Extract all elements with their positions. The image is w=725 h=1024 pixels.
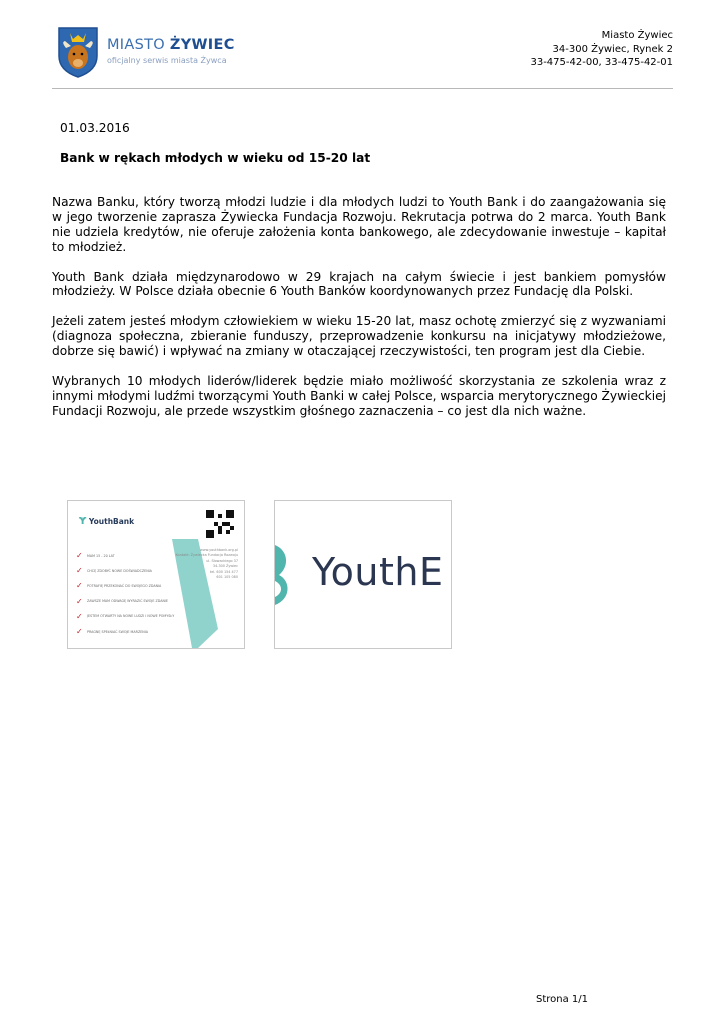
card-address bbox=[175, 548, 238, 580]
checklist-item-label: CHCĘ ZDOBYĆ NOWE DOŚWIADCZENIA bbox=[87, 568, 152, 573]
city-logo bbox=[57, 26, 235, 82]
checkmark-icon: ✓ bbox=[76, 611, 83, 621]
page-number: Strona 1/1 bbox=[535, 994, 588, 1005]
article-date: 01.03.2016 bbox=[60, 121, 130, 135]
checkmark-icon: ✓ bbox=[76, 581, 83, 591]
checklist-item-label: MAM 15 - 20 LAT bbox=[87, 553, 115, 558]
coat-of-arms-icon bbox=[57, 26, 99, 78]
logo-subtitle: oficjalny serwis miasta Żywca bbox=[107, 56, 227, 65]
logo-title-bold: ŻYWIEC bbox=[169, 37, 235, 53]
logo-title-light: MIASTO bbox=[107, 37, 170, 53]
article-paragraph: Jeżeli zatem jesteś młodym człowiekiem w wieku 15-20 lat, masz ochotę zmierzyć się z wyzwaniami (diagnoza społeczna, zbieranie funduszy, przeprowadzenie konkursu na inicjatywy młodzieżowe, dobrze się bawić) i wpływać na zmiany w otaczającej rzeczywistości, ten program jest dla Ciebie. bbox=[52, 314, 666, 359]
checklist-item bbox=[76, 578, 174, 593]
checklist-item bbox=[76, 609, 174, 624]
qr-code-icon bbox=[206, 510, 234, 538]
checkmark-icon: ✓ bbox=[76, 627, 83, 637]
contact-block bbox=[530, 29, 673, 70]
article-paragraph: Youth Bank działa międzynarodowo w 29 krajach na całym świecie i jest bankiem pomysłów młodzieży. W Polsce działa obecnie 6 Youth Banków koordynowanych przez Fundację dla Polski. bbox=[52, 269, 666, 299]
checklist-item-label: POTRAFIĘ PRZEKONAĆ DO SWOJEGO ZDANIA bbox=[87, 583, 162, 588]
checkmark-icon: ✓ bbox=[76, 551, 83, 561]
header-divider bbox=[52, 88, 673, 89]
contact-address: 34-300 Żywiec, Rynek 2 bbox=[552, 43, 673, 55]
card-address-line: Kontakt: Żywiecka Fundacja Rozwoju bbox=[175, 553, 238, 558]
card-address-line: ul. Słowackiego 37 bbox=[206, 558, 238, 563]
checklist-item bbox=[76, 624, 174, 639]
checklist-item bbox=[76, 563, 174, 578]
card-checklist bbox=[76, 548, 174, 639]
checklist-item bbox=[76, 594, 174, 609]
youthbank-logo-image[interactable] bbox=[274, 500, 452, 649]
card-address-line: tel. 600 154 477 bbox=[209, 569, 238, 574]
checklist-item bbox=[76, 548, 174, 563]
checklist-item-label: PRAGNĘ SPEŁNIAĆ SWOJE MARZENIA bbox=[87, 629, 148, 634]
article-title: Bank w rękach młodych w wieku od 15-20 lat bbox=[60, 151, 371, 165]
youthbank-logo-text: YouthE bbox=[312, 550, 444, 594]
checklist-item-label: ZAWSZE MAM ODWAGĘ WYRAZIĆ SWOJE ZDANIE bbox=[87, 599, 168, 604]
article-body bbox=[52, 195, 666, 433]
checkmark-icon: ✓ bbox=[76, 566, 83, 576]
youthbank-card-image[interactable] bbox=[67, 500, 245, 649]
card-logo bbox=[79, 516, 134, 527]
card-address-line: 601 105 080 bbox=[216, 575, 238, 580]
contact-name: Miasto Żywiec bbox=[601, 30, 673, 41]
card-website: www.youthbank.org.pl bbox=[200, 548, 238, 552]
card-address-line: 34-300 Żywiec bbox=[212, 564, 238, 569]
article-paragraph: Wybranych 10 młodych liderów/liderek będzie miało możliwość skorzystania ze szkolenia wraz z innymi młodymi ludźmi tworzącymi Youth Banki w całej Polsce, wsparcia merytorycznego Żywieckiej Fundacji Rozwoju, ale przede wszystkim głośnego zaznaczenia – co jest dla nich ważne. bbox=[52, 373, 666, 418]
logo-title bbox=[107, 37, 235, 53]
checkmark-icon: ✓ bbox=[76, 596, 83, 606]
contact-phones: 33-475-42-00, 33-475-42-01 bbox=[530, 57, 673, 68]
article-paragraph: Nazwa Banku, który tworzą młodzi ludzie i dla młodych ludzi to Youth Bank i do zaangażowania się w jego tworzenie zaprasza Żywiecka Fundacja Rozwoju. Rekrutacja potrwa do 2 marca. Youth Bank nie udziela kredytów, nie oferuje założenia konta bankowego, ale zdecydowanie inwestuje – kapitał to młodzież. bbox=[52, 195, 666, 254]
checklist-item-label: JESTEM OTWARTY NA NOWE LUDZI I NOWE POMYSŁY bbox=[87, 614, 175, 619]
card-logo-text: YouthBank bbox=[88, 517, 135, 526]
youthbank-logo-icon: Ɏ bbox=[79, 516, 87, 527]
